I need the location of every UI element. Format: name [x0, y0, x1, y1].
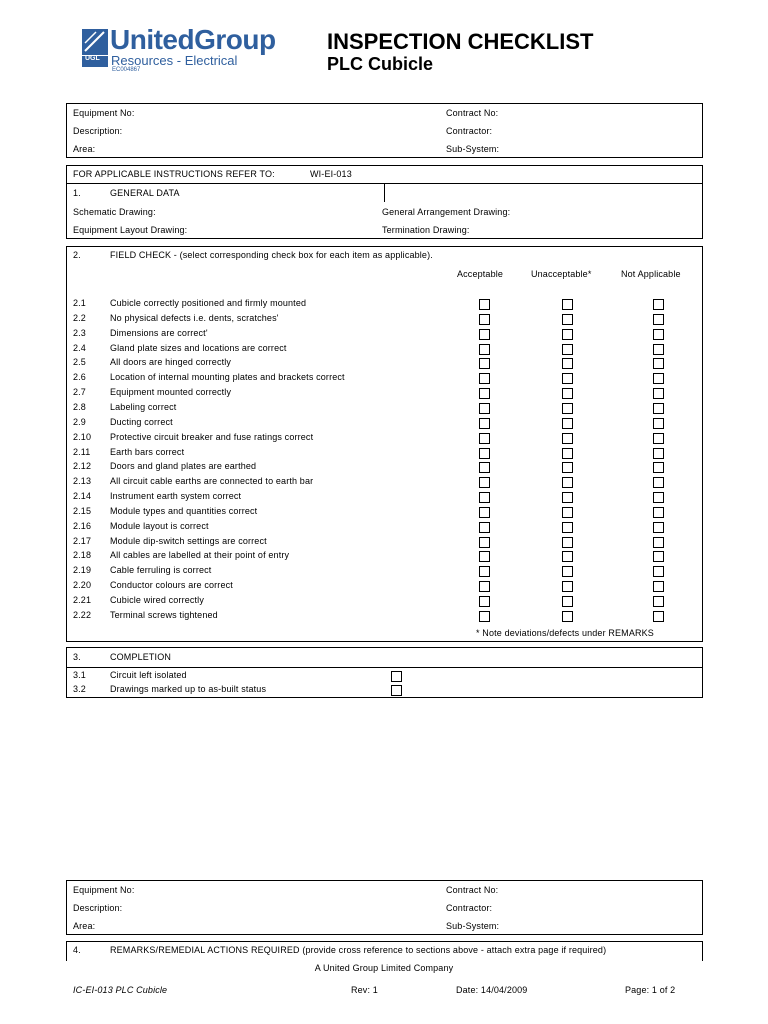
footer-doc-id: IC-EI-013 PLC Cubicle	[73, 985, 168, 995]
field-item-text: Module layout is correct	[110, 520, 209, 531]
not-applicable-checkbox[interactable]	[653, 314, 664, 325]
not-applicable-checkbox[interactable]	[653, 358, 664, 369]
field-item-text: Equipment mounted correctly	[110, 387, 232, 398]
field-item-num: 2.19	[73, 565, 92, 576]
remarks-title-sub: (provide cross reference to sections above - attach extra page if required)	[302, 945, 607, 955]
not-applicable-checkbox[interactable]	[653, 433, 664, 444]
not-applicable-checkbox[interactable]	[653, 448, 664, 459]
field-item-num: 2.5	[73, 357, 86, 368]
remarks-num: 4.	[73, 945, 81, 955]
field-item-num: 2.3	[73, 327, 86, 338]
completion-item-text: Drawings marked up to as-built status	[110, 684, 267, 694]
unacceptable-checkbox[interactable]	[562, 448, 573, 459]
acceptable-checkbox[interactable]	[479, 344, 490, 355]
field-item-num: 2.18	[73, 550, 92, 561]
not-applicable-checkbox[interactable]	[653, 537, 664, 548]
field-item-num: 2.14	[73, 491, 92, 502]
contract-no-label: Contract No:	[446, 108, 499, 118]
field-item-text: Labeling correct	[110, 401, 177, 412]
logo-brand: UnitedGroup	[110, 24, 276, 55]
field-item-text: Module dip-switch settings are correct	[110, 535, 267, 546]
sub-system-label: Sub-System:	[446, 144, 500, 154]
unacceptable-checkbox[interactable]	[562, 596, 573, 607]
field-item-text: Dimensions are correct'	[110, 327, 208, 338]
field-item-text: Cubicle correctly positioned and firmly mounted	[110, 298, 307, 308]
field-item-text: All circuit cable earths are connected to earth bar	[110, 476, 314, 487]
not-applicable-checkbox[interactable]	[653, 477, 664, 488]
field-item-text: Module types and quantities correct	[110, 505, 258, 516]
field-check-num: 2.	[73, 250, 81, 260]
not-applicable-checkbox[interactable]	[653, 507, 664, 518]
not-applicable-checkbox[interactable]	[653, 462, 664, 473]
unacceptable-checkbox[interactable]	[562, 418, 573, 429]
acceptable-checkbox[interactable]	[479, 448, 490, 459]
unacceptable-checkbox[interactable]	[562, 388, 573, 399]
field-item-text: Instrument earth system correct	[110, 491, 242, 502]
not-applicable-checkbox[interactable]	[653, 373, 664, 384]
field-item-num: 2.10	[73, 431, 92, 442]
logo-badge: UGL	[85, 55, 100, 62]
layout-label: Equipment Layout Drawing:	[73, 225, 188, 235]
company-logo	[82, 26, 312, 76]
remarks-title	[110, 945, 606, 955]
unacceptable-checkbox[interactable]	[562, 507, 573, 518]
unacceptable-checkbox[interactable]	[562, 537, 573, 548]
instructions-ref: WI-EI-013	[310, 169, 352, 179]
field-item-text: Conductor colours are correct	[110, 580, 233, 591]
unacceptable-checkbox[interactable]	[562, 314, 573, 325]
field-item-text: Location of internal mounting plates and brackets correct	[110, 372, 345, 383]
footer-date: Date: 14/04/2009	[456, 985, 528, 995]
field-check-block	[66, 246, 703, 642]
col-acceptable: Acceptable	[457, 269, 504, 279]
contract-no-label-2: Contract No:	[446, 885, 499, 895]
not-applicable-checkbox[interactable]	[653, 522, 664, 533]
not-applicable-checkbox[interactable]	[653, 551, 664, 562]
not-applicable-checkbox[interactable]	[653, 299, 664, 310]
acceptable-checkbox[interactable]	[479, 581, 490, 592]
area-label-2: Area:	[73, 921, 96, 931]
logo-code: EC004867	[112, 67, 141, 73]
arrangement-label: General Arrangement Drawing:	[382, 207, 511, 217]
not-applicable-checkbox[interactable]	[653, 329, 664, 340]
completion-num: 3.	[73, 652, 81, 662]
not-applicable-checkbox[interactable]	[653, 566, 664, 577]
completion-block	[66, 647, 703, 698]
field-item-num: 2.15	[73, 505, 92, 516]
field-item-num: 2.20	[73, 580, 92, 591]
equipment-no-label: Equipment No:	[73, 108, 135, 118]
unacceptable-checkbox[interactable]	[562, 299, 573, 310]
unacceptable-checkbox[interactable]	[562, 329, 573, 340]
field-item-text: Protective circuit breaker and fuse ratings correct	[110, 431, 314, 442]
remarks-title-main: REMARKS/REMEDIAL ACTIONS REQUIRED	[110, 945, 300, 955]
acceptable-checkbox[interactable]	[479, 522, 490, 533]
field-item-text: All cables are labelled at their point of entry	[110, 550, 290, 561]
logo-sub-resources: Resources	[111, 53, 174, 68]
acceptable-checkbox[interactable]	[479, 373, 490, 384]
remarks-block	[66, 941, 703, 961]
unacceptable-checkbox[interactable]	[562, 433, 573, 444]
field-item-num: 2.8	[73, 401, 86, 412]
general-divider	[384, 184, 385, 202]
description-label: Description:	[73, 126, 123, 136]
contractor-label-2: Contractor:	[446, 903, 493, 913]
page-title: INSPECTION CHECKLIST	[327, 29, 594, 54]
field-item-num: 2.7	[73, 387, 86, 398]
info-block-top	[66, 103, 703, 158]
field-item-num: 2.12	[73, 461, 92, 472]
completion-item-num: 3.2	[73, 684, 86, 694]
unacceptable-checkbox[interactable]	[562, 566, 573, 577]
acceptable-checkbox[interactable]	[479, 314, 490, 325]
acceptable-checkbox[interactable]	[479, 299, 490, 310]
acceptable-checkbox[interactable]	[479, 492, 490, 503]
field-item-num: 2.21	[73, 595, 92, 605]
acceptable-checkbox[interactable]	[479, 388, 490, 399]
field-item-num: 2.22	[73, 609, 92, 620]
acceptable-checkbox[interactable]	[479, 566, 490, 577]
not-applicable-checkbox[interactable]	[653, 388, 664, 399]
acceptable-checkbox[interactable]	[479, 477, 490, 488]
completion-divider	[67, 667, 702, 668]
acceptable-checkbox[interactable]	[479, 462, 490, 473]
remarks-note: * Note deviations/defects under REMARKS	[476, 628, 654, 638]
general-num: 1.	[73, 188, 81, 198]
footer-rev: Rev: 1	[351, 985, 378, 995]
not-applicable-checkbox[interactable]	[653, 344, 664, 355]
not-applicable-checkbox[interactable]	[653, 611, 664, 622]
completion-title: COMPLETION	[110, 652, 172, 662]
info-block-bottom	[66, 880, 703, 935]
field-item-text: All doors are hinged correctly	[110, 357, 232, 368]
field-check-title: FIELD CHECK - (select corresponding check box for each item as applicable).	[110, 250, 433, 260]
acceptable-checkbox[interactable]	[479, 596, 490, 607]
field-item-text: Cubicle wired correctly	[110, 595, 204, 605]
unacceptable-checkbox[interactable]	[562, 492, 573, 503]
general-data-block	[66, 165, 703, 239]
field-item-text: No physical defects i.e. dents, scratches'	[110, 312, 279, 323]
acceptable-checkbox[interactable]	[479, 551, 490, 562]
field-item-num: 2.17	[73, 535, 92, 546]
field-item-num: 2.6	[73, 372, 86, 383]
schematic-label: Schematic Drawing:	[73, 207, 156, 217]
not-applicable-checkbox[interactable]	[653, 492, 664, 503]
field-item-text: Earth bars correct	[110, 446, 185, 457]
sub-system-label-2: Sub-System:	[446, 921, 500, 931]
field-item-num: 2.9	[73, 416, 86, 427]
field-item-num: 2.4	[73, 342, 86, 353]
field-item-num: 2.16	[73, 520, 92, 531]
unacceptable-checkbox[interactable]	[562, 581, 573, 592]
general-title: GENERAL DATA	[110, 188, 180, 198]
unacceptable-checkbox[interactable]	[562, 403, 573, 414]
unacceptable-checkbox[interactable]	[562, 551, 573, 562]
acceptable-checkbox[interactable]	[479, 329, 490, 340]
footer-company: A United Group Limited Company	[314, 963, 454, 973]
acceptable-checkbox[interactable]	[479, 611, 490, 622]
field-item-num: 2.1	[73, 298, 86, 308]
equipment-no-label-2: Equipment No:	[73, 885, 135, 895]
completion-item-num: 3.1	[73, 670, 86, 680]
field-item-text: Doors and gland plates are earthed	[110, 461, 257, 472]
unacceptable-checkbox[interactable]	[562, 611, 573, 622]
not-applicable-checkbox[interactable]	[653, 581, 664, 592]
col-unacceptable: Unacceptable*	[531, 269, 592, 279]
page-subtitle: PLC Cubicle	[327, 54, 434, 74]
field-item-text: Ducting correct	[110, 416, 173, 427]
acceptable-checkbox[interactable]	[479, 433, 490, 444]
field-item-num: 2.2	[73, 312, 86, 323]
acceptable-checkbox[interactable]	[479, 418, 490, 429]
field-item-text: Gland plate sizes and locations are correct	[110, 342, 287, 353]
field-item-text: Cable ferruling is correct	[110, 565, 212, 576]
area-label: Area:	[73, 144, 96, 154]
unacceptable-checkbox[interactable]	[562, 522, 573, 533]
acceptable-checkbox[interactable]	[479, 537, 490, 548]
completion-item-text: Circuit left isolated	[110, 670, 187, 680]
completion-checkbox[interactable]	[391, 671, 402, 682]
unacceptable-checkbox[interactable]	[562, 477, 573, 488]
termination-label: Termination Drawing:	[382, 225, 470, 235]
not-applicable-checkbox[interactable]	[653, 596, 664, 607]
field-item-num: 2.11	[73, 446, 91, 457]
unacceptable-checkbox[interactable]	[562, 358, 573, 369]
unacceptable-checkbox[interactable]	[562, 462, 573, 473]
field-item-text: Terminal screws tightened	[110, 609, 218, 620]
completion-checkbox[interactable]	[391, 685, 402, 696]
not-applicable-checkbox[interactable]	[653, 403, 664, 414]
col-not-applicable: Not Applicable	[621, 269, 681, 279]
field-item-num: 2.13	[73, 476, 92, 487]
instructions-row	[67, 166, 702, 184]
description-label-2: Description:	[73, 903, 123, 913]
unacceptable-checkbox[interactable]	[562, 344, 573, 355]
acceptable-checkbox[interactable]	[479, 403, 490, 414]
logo-subline	[111, 53, 237, 68]
footer-page: Page: 1 of 2	[625, 985, 676, 995]
instructions-label: FOR APPLICABLE INSTRUCTIONS REFER TO:	[73, 169, 275, 179]
not-applicable-checkbox[interactable]	[653, 418, 664, 429]
contractor-label: Contractor:	[446, 126, 493, 136]
acceptable-checkbox[interactable]	[479, 358, 490, 369]
unacceptable-checkbox[interactable]	[562, 373, 573, 384]
acceptable-checkbox[interactable]	[479, 507, 490, 518]
logo-sub-electrical: - Electrical	[173, 53, 238, 68]
